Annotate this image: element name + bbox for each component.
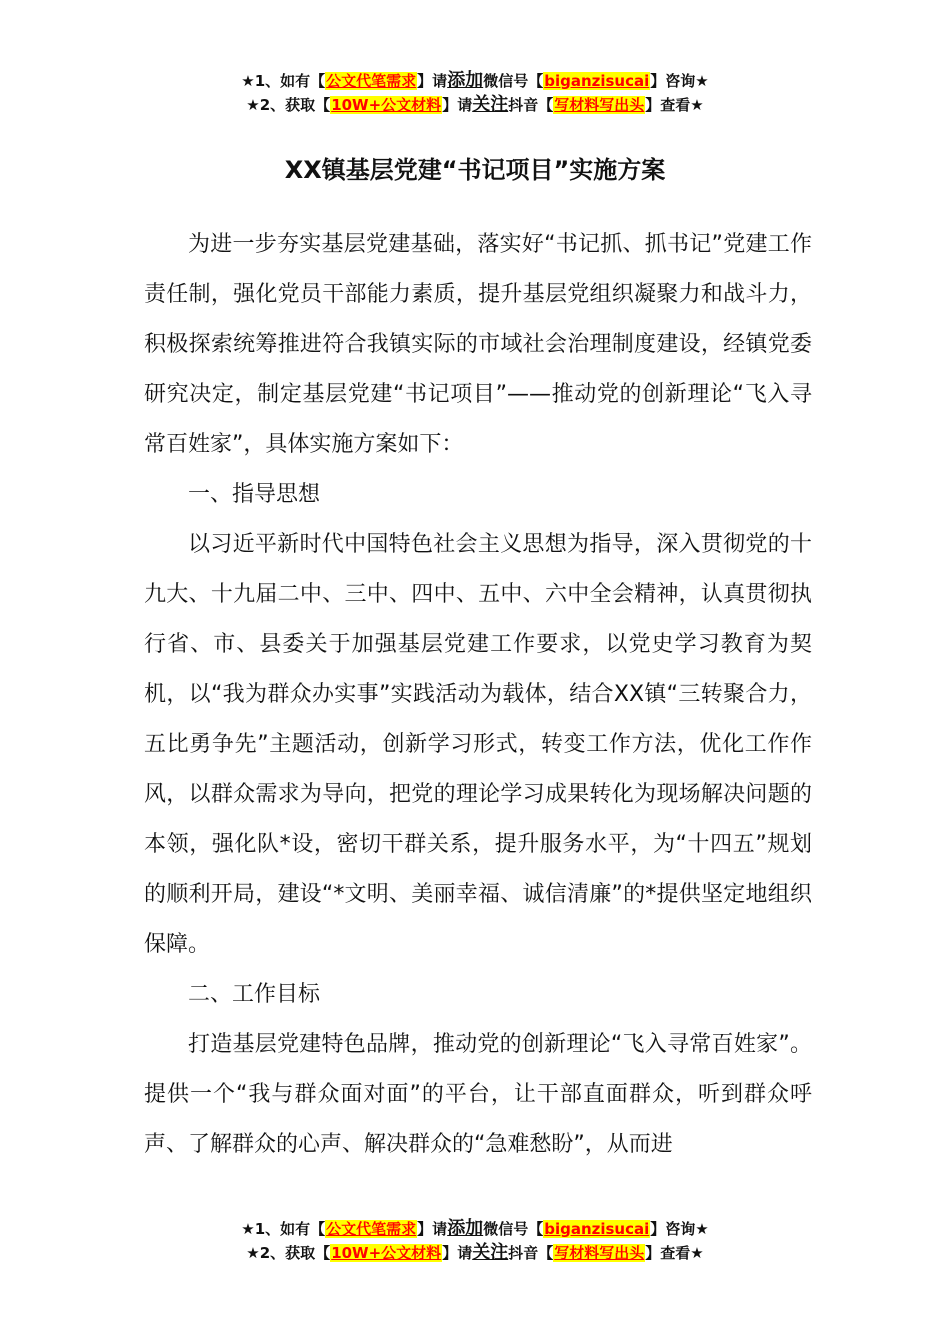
emphasis-follow: 关注: [472, 94, 509, 115]
section-heading-guiding-ideology: 一、指导思想: [188, 482, 321, 507]
highlight-douyin-account: 写材料写出头: [554, 96, 645, 114]
banner-line-2: ★2、获取【10W+公文材料】请关注抖音【写材料写出头】查看★: [246, 1242, 704, 1263]
highlight-service: 公文代笔需求: [326, 72, 417, 90]
highlight-douyin-account: 写材料写出头: [554, 1244, 645, 1262]
banner-line-2: ★2、获取【10W+公文材料】请关注抖音【写材料写出头】查看★: [246, 94, 704, 115]
highlight-service: 公文代笔需求: [326, 1220, 417, 1238]
banner-line-1: ★1、如有【公文代笔需求】请添加微信号【biganzisucai】咨询★: [241, 1218, 709, 1239]
paragraph-guiding-ideology: 以习近平新时代中国特色社会主义思想为指导，深入贯彻党的十九大、十九届二中、三中、四中、五中、六中全会精神，认真贯彻执行省、市、县委关于加强基层党建工作要求，以党史学习教育为契机，以“我为群众办实事”实践活动为载体，结合XX镇“三转聚合力，五比勇争先”主题活动，创新学习形式，转变工作方法，优化工作作风，以群众需求为导向，把党的理论学习成果转化为现场解决问题的本领，强化队*设，密切干群关系，提升服务水平，为“十四五”规划的顺利开局，建设“*文明、美丽幸福、诚信清廉”的*提供坚定地组织保障。: [144, 532, 812, 957]
emphasis-follow: 关注: [472, 1242, 509, 1263]
paragraph-intro: 为进一步夯实基层党建基础，落实好“书记抓、抓书记”党建工作责任制，强化党员干部能力素质，提升基层党组织凝聚力和战斗力，积极探索统筹推进符合我镇实际的市域社会治理制度建设，经镇党委研究决定，制定基层党建“书记项目”——推动党的创新理论“飞入寻常百姓家”，具体实施方案如下：: [144, 232, 812, 457]
highlight-materials: 10W+公文材料: [331, 1244, 442, 1262]
footer-ad-banner: [0, 1217, 950, 1265]
highlight-materials: 10W+公文材料: [331, 96, 442, 114]
emphasis-add: 添加: [447, 1218, 484, 1239]
section-heading-work-goals: 二、工作目标: [188, 982, 321, 1007]
highlight-wechat-id: biganzisucai: [544, 1220, 650, 1238]
document-title: XX镇基层党建“书记项目”实施方案: [284, 156, 666, 184]
header-ad-banner: [0, 69, 950, 117]
emphasis-add: 添加: [447, 70, 484, 91]
banner-line-1: ★1、如有【公文代笔需求】请添加微信号【biganzisucai】咨询★: [241, 70, 709, 91]
highlight-wechat-id: biganzisucai: [544, 72, 650, 90]
paragraph-work-goals: 打造基层党建特色品牌，推动党的创新理论“飞入寻常百姓家”。提供一个“我与群众面对面”的平台，让干部直面群众，听到群众呼声、了解群众的心声、解决群众的“急难愁盼”，从而进: [144, 1032, 812, 1157]
document-body: [144, 220, 812, 1170]
